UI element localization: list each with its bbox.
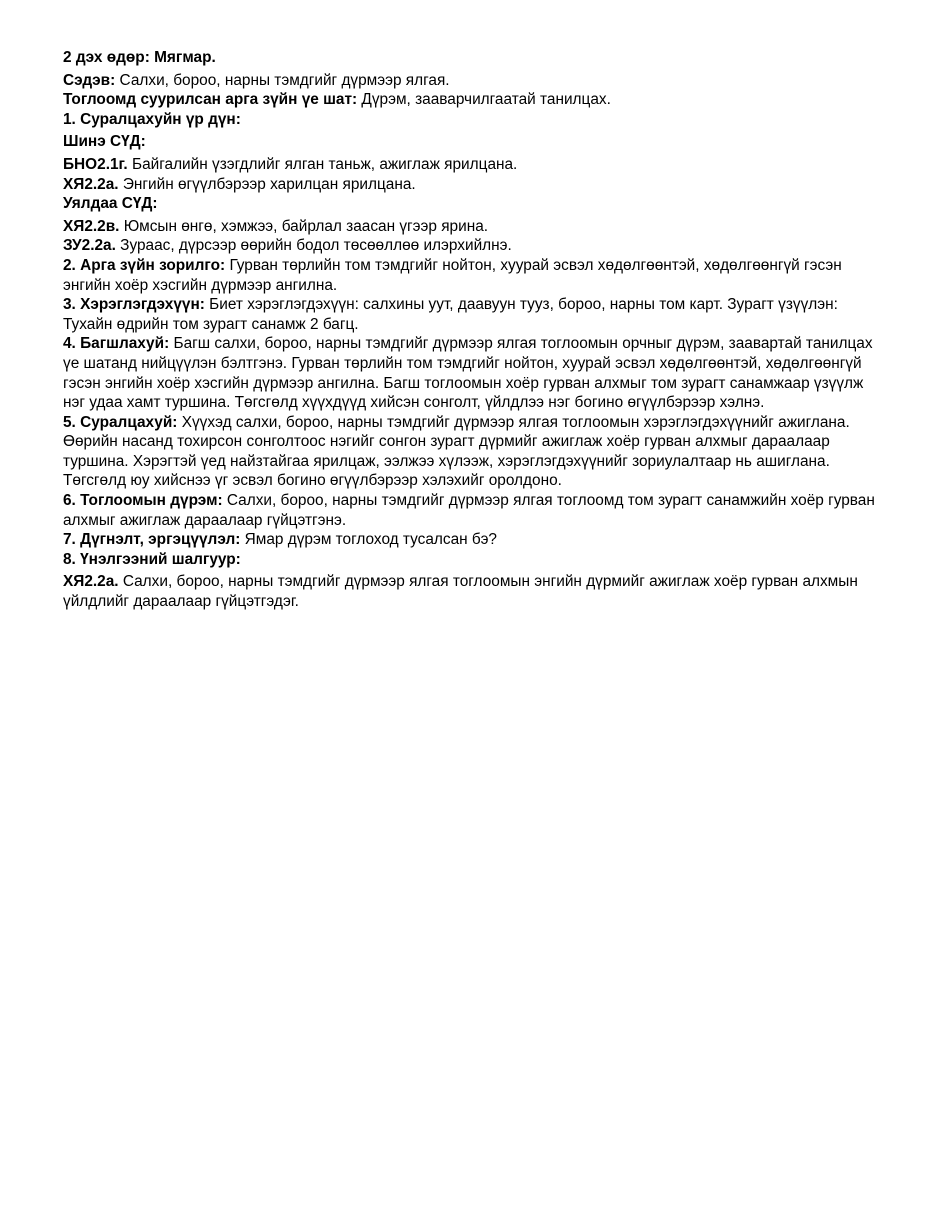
game-rules: 6. Тоглоомын дүрэм: Салхи, бороо, нарны тэмдгийг дүрмээр ялгая тоглоомд том зурагт санамжийн хоёр гурван алхмыг ажиглаж дараалаар гүйцэтгэнэ. (63, 492, 875, 529)
method-goal: 2. Арга зүйн зорилго: Гурван төрлийн том тэмдгийг нойтон, хуурай эсвэл хөдөлгөөнтэй, хөдөлгөөнгүй гэсэн энгийн хоёр хэсгийн дүрмээр ангилна. (63, 256, 842, 294)
lesson-plan-document (63, 48, 875, 612)
topic-label: Сэдэв: (63, 71, 116, 89)
stage-label: Тоглоомд суурилсан арга зүйн үе шат: (63, 91, 358, 109)
standard-code: ЗУ2.2а. (63, 237, 116, 255)
reflection: 7. Дүгнэлт, эргэцүүлэл: Ямар дүрэм тоглоход тусалсан бэ? (63, 531, 497, 549)
criteria-heading: 8. Үнэлгээний шалгуур: (63, 550, 241, 568)
continuing-standards-heading: Уялдаа СҮД: (63, 195, 158, 213)
materials: 3. Хэрэглэгдэхүүн: Биет хэрэглэгдэхүүн: салхины уут, даавуун тууз, бороо, нарны том карт. Зурагт үзүүлэн: Тухайн өдрийн том зурагт санамж 2 багц. (63, 296, 838, 333)
continuing-standard-1: ХЯ2.2в. Юмсын өнгө, хэмжээ, байрлал заасан үгээр ярина. (63, 217, 489, 235)
stage-line (63, 90, 875, 110)
standard-code: ХЯ2.2в. (63, 217, 120, 235)
teaching-section: 4. Багшлахуй: Багш салхи, бороо, нарны тэмдгийг дүрмээр ялгая тоглоомын орчныг дүрэм, заавартай танилцах үе шатанд нийцүүлэн бэлтгэнэ. Гурван төрлийн том тэмдгийг нойтон, хуурай эсвэл хөдөлгөөнтэй, хөдөлгөөнгүй гэсэн энгийн хоёр хэсгийн дүрмээр ангилна. Багш тоглоомын хоёр гурван алхмыг том зурагт санамжаар үзүүлж нэг удаа хамт туршина. Төгсгөлд хүүхдүүд хийсэн сонголт, үйлдлээ нэг богино өгүүлбэрээр хэлнэ. (63, 335, 873, 412)
topic-line (63, 71, 875, 91)
new-standard-2: ХЯ2.2а. Энгийн өгүүлбэрээр харилцан ярилцана. (63, 175, 416, 193)
standard-code: БНО2.1г. (63, 155, 128, 173)
criteria-1: ХЯ2.2а. Салхи, бороо, нарны тэмдгийг дүрмээр ялгая тоглоомын энгийн дүрмийг ажиглаж хоёр гурван алхмын үйлдлийг дараалаар гүйцэтгэдэг. (63, 573, 858, 611)
learning-section: 5. Суралцахуй: Хүүхэд салхи, бороо, нарны тэмдгийг дүрмээр ялгая тоглоомын хэрэглэгдэхүүнийг ажиглана. Өөрийн насанд тохирсон сонголтоос нэгийг сонгон зурагт дүрмийг ажиглаж хоёр гурван алхмыг дараалаар туршина. Хэрэгтэй үед найзтайгаа ярилцаж, ээлжээ хүлээж, хэрэглэгдэхүүнийг зориулалтаар нь ашиглана. Төгсгөлд юу хийснээ үг эсвэл богино өгүүлбэрээр хэлэхийг оролдоно. (63, 413, 850, 490)
standard-code: ХЯ2.2а. (63, 175, 119, 193)
day-line (63, 48, 875, 68)
standard-code: ХЯ2.2а. (63, 573, 119, 591)
outcome-heading: 1. Суралцахуйн үр дүн: (63, 110, 241, 128)
new-standards-heading: Шинэ СҮД: (63, 133, 146, 151)
stage-text: Дүрэм, зааварчилгаатай танилцах. (357, 91, 611, 109)
day-label: 2 дэх өдөр: Мягмар. (63, 49, 216, 66)
topic-text: Салхи, бороо, нарны тэмдгийг дүрмээр ялгая. (115, 71, 450, 89)
new-standard-1: БНО2.1г. Байгалийн үзэгдлийг ялган таньж, ажиглаж ярилцана. (63, 155, 518, 173)
continuing-standard-2: ЗУ2.2а. Зураас, дүрсээр өөрийн бодол төсөөллөө илэрхийлнэ. (63, 237, 512, 255)
